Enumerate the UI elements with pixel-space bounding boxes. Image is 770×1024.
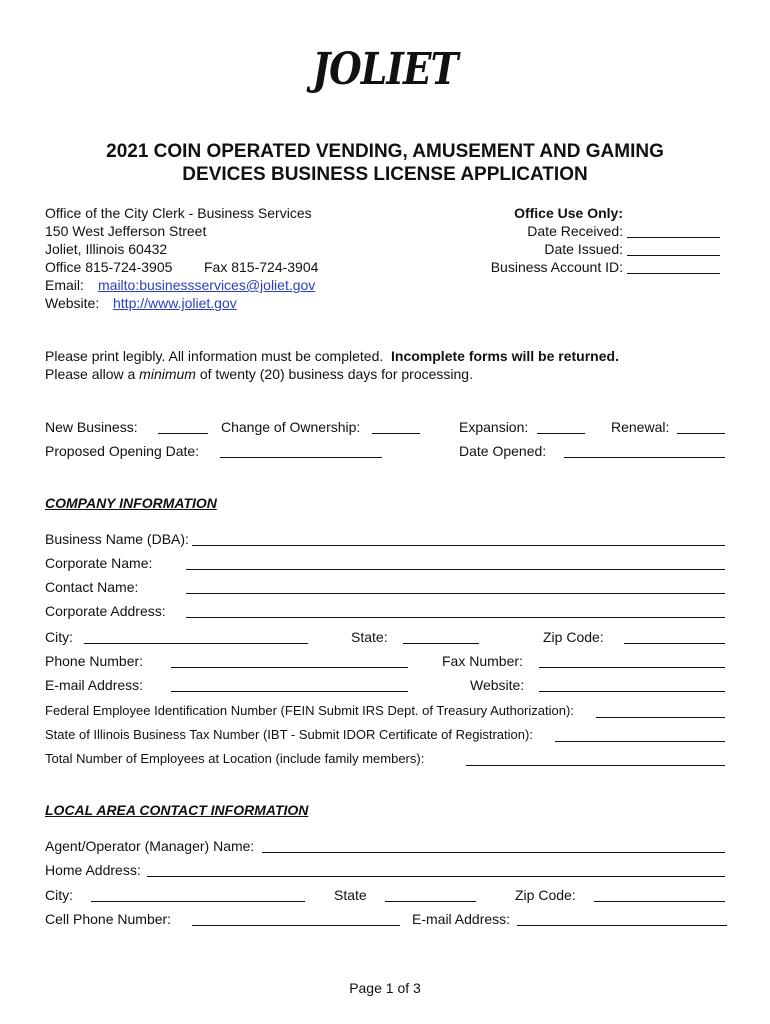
- date-issued-field[interactable]: [627, 241, 720, 256]
- local-email-field[interactable]: [517, 911, 727, 926]
- office-email-label: Email:: [45, 277, 84, 293]
- website-field[interactable]: [539, 677, 725, 692]
- city-field[interactable]: [84, 629, 308, 644]
- renewal-label: Renewal:: [611, 419, 670, 435]
- local-state-field[interactable]: [385, 887, 476, 902]
- zip-label: Zip Code:: [543, 629, 604, 645]
- agent-name-field[interactable]: [262, 838, 725, 853]
- expansion-field[interactable]: [537, 419, 585, 434]
- account-id-field[interactable]: [627, 259, 720, 274]
- contact-name-field[interactable]: [186, 579, 725, 594]
- fein-field[interactable]: [596, 703, 725, 718]
- local-state-label: State: [334, 887, 367, 903]
- email-label: E-mail Address:: [45, 677, 144, 693]
- office-phone: Office 815-724-3905: [45, 259, 173, 275]
- corporate-name-label: Corporate Name:: [45, 555, 153, 571]
- zip-field[interactable]: [624, 629, 725, 644]
- instructions-line-2: [45, 366, 473, 382]
- form-title-line-1: 2021 COIN OPERATED VENDING, AMUSEMENT AND GAMING: [106, 141, 664, 162]
- corporate-name-field[interactable]: [186, 555, 725, 570]
- cell-phone-label: Cell Phone Number:: [45, 911, 172, 927]
- corporate-address-label: Corporate Address:: [45, 603, 166, 619]
- date-opened-label: Date Opened:: [459, 443, 547, 459]
- local-contact-heading: LOCAL AREA CONTACT INFORMATION: [45, 802, 309, 818]
- business-name-field[interactable]: [192, 531, 725, 546]
- instructions-days: of twenty (20) business days for processing.: [199, 366, 473, 382]
- home-address-label: Home Address:: [45, 862, 141, 878]
- office-fax: Fax 815-724-3904: [204, 259, 319, 275]
- phone-label: Phone Number:: [45, 653, 144, 669]
- local-zip-field[interactable]: [594, 887, 725, 902]
- page-number: Page 1 of 3: [349, 980, 421, 996]
- corporate-address-field[interactable]: [186, 603, 725, 618]
- office-website-link[interactable]: http://www.joliet.gov: [113, 295, 237, 311]
- instructions-minimum: minimum: [139, 366, 196, 382]
- fein-label: Federal Employee Identification Number (FEIN Submit IRS Dept. of Treasury Authorization):: [45, 703, 574, 718]
- account-id-label: Business Account ID:: [490, 259, 623, 275]
- ibt-field[interactable]: [555, 727, 725, 742]
- local-city-field[interactable]: [91, 887, 305, 902]
- date-opened-field[interactable]: [564, 443, 725, 458]
- office-use-heading: Office Use Only:: [514, 205, 623, 221]
- email-field[interactable]: [171, 677, 408, 692]
- date-received-field[interactable]: [627, 223, 720, 238]
- proposed-opening-field[interactable]: [220, 443, 382, 458]
- fax-label: Fax Number:: [442, 653, 523, 669]
- office-email-link[interactable]: mailto:businessservices@joliet.gov: [98, 277, 316, 293]
- office-street: 150 West Jefferson Street: [45, 223, 207, 239]
- ibt-label: State of Illinois Business Tax Number (IBT - Submit IDOR Certificate of Registration):: [45, 727, 533, 742]
- employees-label: Total Number of Employees at Location (include family members):: [45, 751, 425, 766]
- local-city-label: City:: [45, 887, 73, 903]
- office-city: Joliet, Illinois 60432: [45, 241, 168, 257]
- change-ownership-label: Change of Ownership:: [221, 419, 361, 435]
- new-business-field[interactable]: [158, 419, 208, 434]
- local-zip-label: Zip Code:: [515, 887, 576, 903]
- phone-field[interactable]: [171, 653, 408, 668]
- incomplete-warning: Incomplete forms will be returned.: [391, 348, 619, 364]
- local-email-label: E-mail Address:: [412, 911, 511, 927]
- agent-name-label: Agent/Operator (Manager) Name:: [45, 838, 255, 854]
- employees-field[interactable]: [466, 751, 725, 766]
- fax-field[interactable]: [539, 653, 725, 668]
- state-label: State:: [351, 629, 388, 645]
- contact-name-label: Contact Name:: [45, 579, 139, 595]
- renewal-field[interactable]: [677, 419, 725, 434]
- company-info-heading: COMPANY INFORMATION: [45, 495, 217, 511]
- instructions-text: Please print legibly. All information must be completed.: [45, 348, 384, 364]
- office-name: Office of the City Clerk - Business Services: [45, 205, 312, 221]
- state-field[interactable]: [403, 629, 479, 644]
- form-title-line-2: DEVICES BUSINESS LICENSE APPLICATION: [182, 164, 588, 185]
- date-received-label: Date Received:: [527, 223, 623, 239]
- home-address-field[interactable]: [147, 862, 725, 877]
- cell-phone-field[interactable]: [192, 911, 400, 926]
- change-ownership-field[interactable]: [372, 419, 420, 434]
- city-label: City:: [45, 629, 73, 645]
- office-website-label: Website:: [45, 295, 100, 311]
- instructions-allow: Please allow a: [45, 366, 136, 382]
- expansion-label: Expansion:: [459, 419, 529, 435]
- business-name-label: Business Name (DBA):: [45, 531, 189, 547]
- website-label: Website:: [470, 677, 525, 693]
- new-business-label: New Business:: [45, 419, 138, 435]
- instructions-line-1: [45, 348, 619, 364]
- date-issued-label: Date Issued:: [544, 241, 623, 257]
- proposed-opening-label: Proposed Opening Date:: [45, 443, 200, 459]
- joliet-logo: JOLIET: [312, 44, 458, 95]
